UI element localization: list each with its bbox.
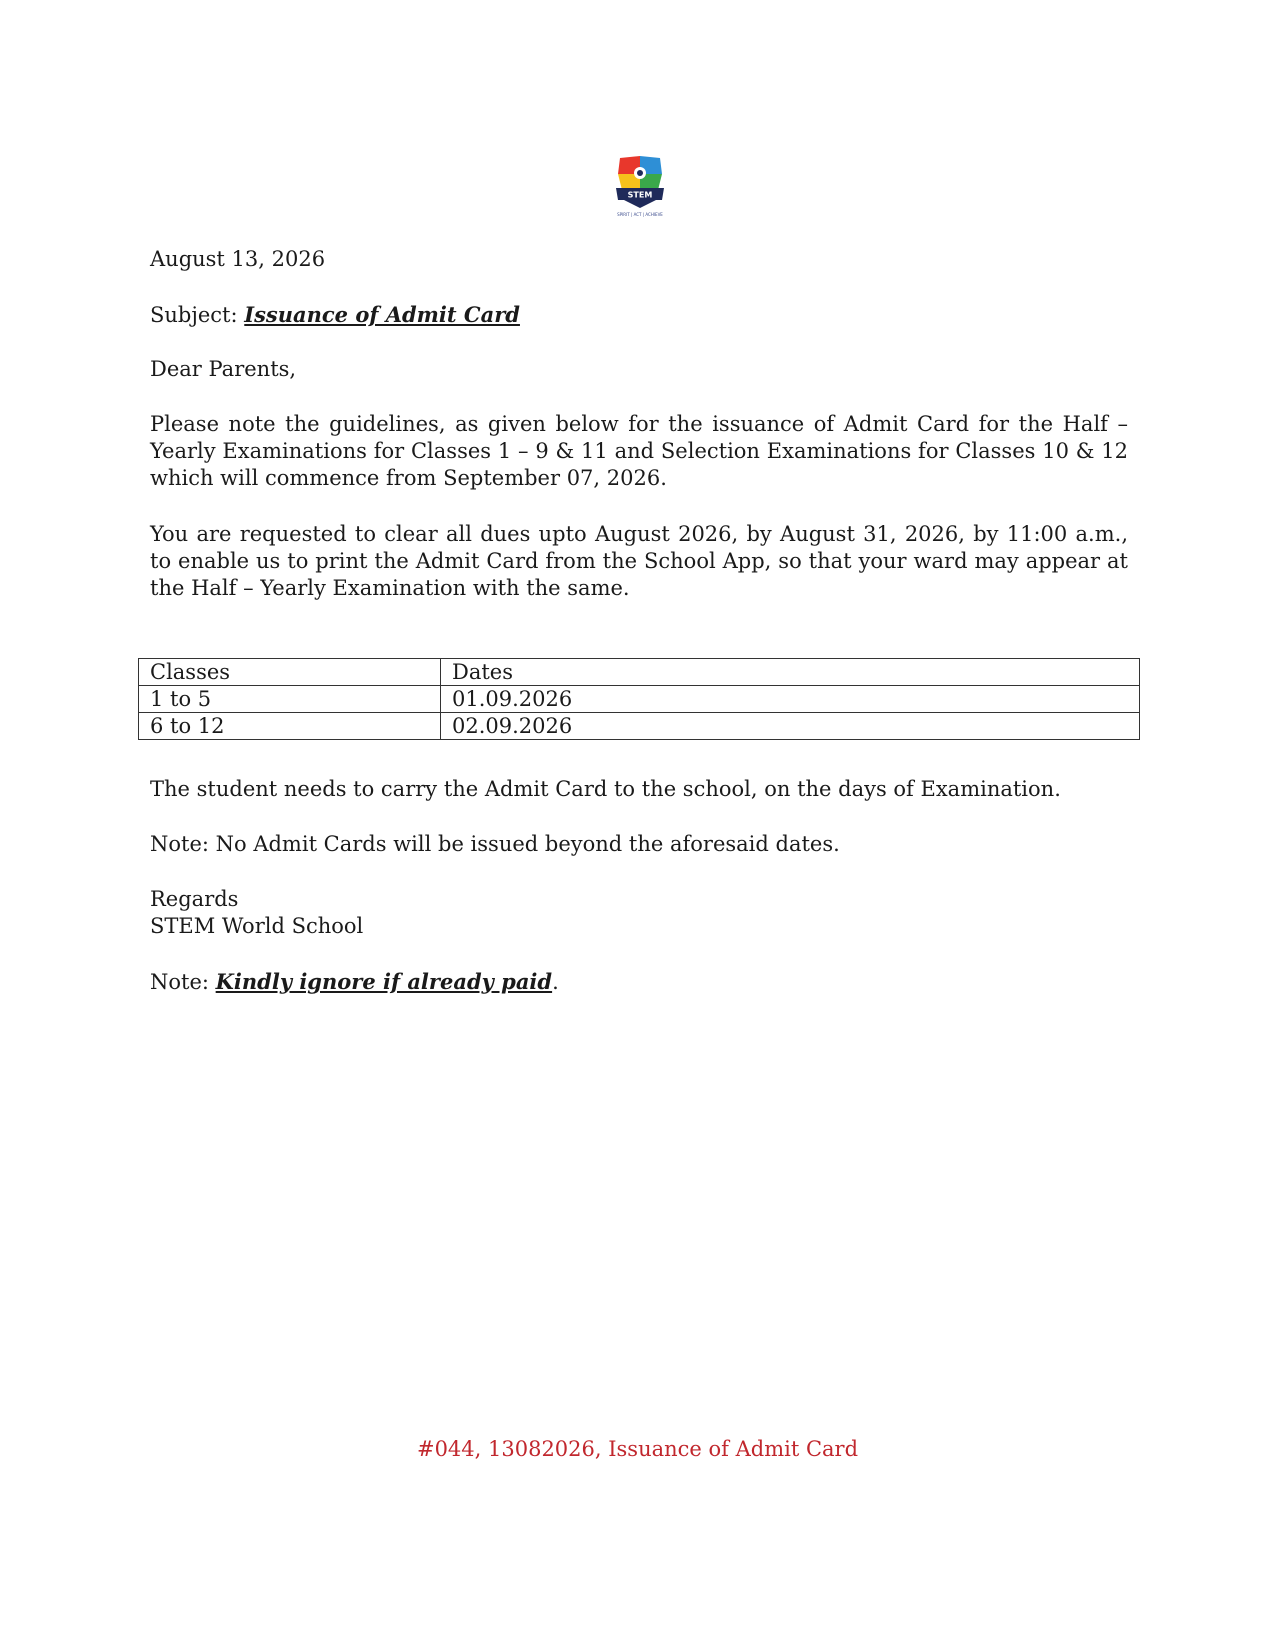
table-cell-classes: 1 to 5 xyxy=(139,686,441,713)
admit-card-dates-table xyxy=(138,658,1140,740)
table-cell-date: 01.09.2026 xyxy=(441,686,1140,713)
table-header-dates: Dates xyxy=(441,659,1140,686)
table-row xyxy=(139,686,1140,713)
table-cell-classes: 6 to 12 xyxy=(139,713,441,740)
regards-text: Regards xyxy=(150,887,239,911)
crest-icon xyxy=(612,152,668,218)
note2-text: Kindly ignore if already paid xyxy=(215,969,553,994)
ignore-if-paid-note xyxy=(150,968,1128,996)
guidelines-paragraph: Please note the guidelines, as given below for the issuance of Admit Card for the Half – Yearly Examinations for Classes 1 – 9 & 11 and Selection Examinations for Classes 10 & 12 which will commence from September 07, 2026. xyxy=(150,412,1128,490)
school-crest-logo xyxy=(612,152,668,218)
sender-name: STEM World School xyxy=(150,914,364,938)
letter-date: August 13, 2026 xyxy=(150,247,326,271)
svg-text:SPIRIT | ACT | ACHIEVE: SPIRIT | ACT | ACHIEVE xyxy=(617,212,663,217)
dues-paragraph: You are requested to clear all dues upto August 2026, by August 31, 2026, by 11:00 a.m., to enable us to print the Admit Card from the School App, so that your ward may appear at the Half – Yearly Examination with the same. xyxy=(150,522,1128,600)
signoff xyxy=(150,886,1128,940)
table-row xyxy=(139,713,1140,740)
salutation: Dear Parents, xyxy=(150,357,297,381)
subject-label: Subject: xyxy=(150,303,238,327)
table-header-row xyxy=(139,659,1140,686)
note2-label: Note: xyxy=(150,970,209,994)
subject-text: Issuance of Admit Card xyxy=(244,302,520,327)
svg-text:STEM: STEM xyxy=(627,190,653,200)
note2-suffix: . xyxy=(552,970,559,994)
letter-subject xyxy=(150,301,1128,329)
no-admit-card-note: Note: No Admit Cards will be issued beyond the aforesaid dates. xyxy=(150,832,840,856)
carry-admit-card-paragraph: The student needs to carry the Admit Card to the school, on the days of Examination. xyxy=(150,777,1061,801)
table-header-classes: Classes xyxy=(139,659,441,686)
table-cell-date: 02.09.2026 xyxy=(441,713,1140,740)
footer-reference: #044, 13082026, Issuance of Admit Card xyxy=(416,1437,859,1461)
